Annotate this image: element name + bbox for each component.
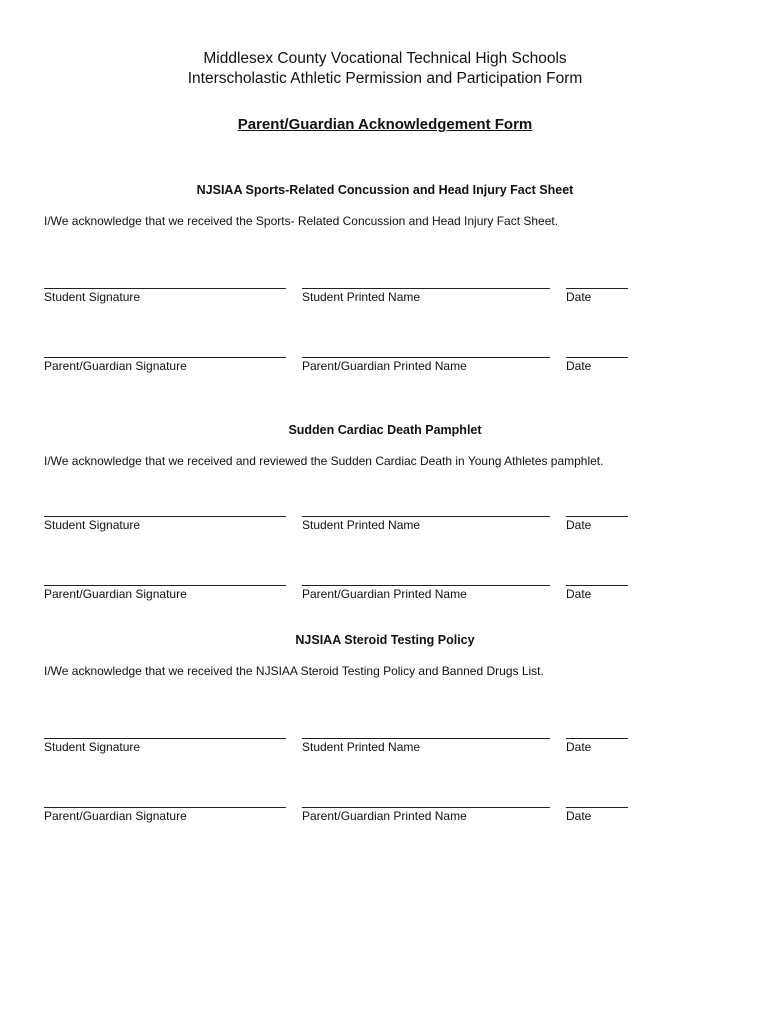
parent-printed-name-label: Parent/Guardian Printed Name <box>302 587 467 601</box>
parent-printed-name-label: Parent/Guardian Printed Name <box>302 359 467 373</box>
student-printed-name-line[interactable] <box>302 738 550 739</box>
student-printed-name-line[interactable] <box>302 288 550 289</box>
parent-date-line[interactable] <box>566 807 628 808</box>
student-date-line[interactable] <box>566 738 628 739</box>
student-signature-line[interactable] <box>44 738 286 739</box>
section-heading: NJSIAA Steroid Testing Policy <box>295 633 475 647</box>
parent-signature-line[interactable] <box>44 585 286 586</box>
school-name: Middlesex County Vocational Technical High Schools <box>203 50 567 67</box>
student-printed-name-label: Student Printed Name <box>302 740 421 754</box>
parent-printed-name-label: Parent/Guardian Printed Name <box>302 809 467 823</box>
acknowledgement-text: I/We acknowledge that we received the NJSIAA Steroid Testing Policy and Banned Drugs List. <box>44 664 544 678</box>
acknowledgement-text: I/We acknowledge that we received and reviewed the Sudden Cardiac Death in Young Athletes pamphlet. <box>44 454 604 468</box>
student-signature-label: Student Signature <box>44 518 141 532</box>
parent-date-line[interactable] <box>566 357 628 358</box>
parent-signature-label: Parent/Guardian Signature <box>44 809 187 823</box>
section-heading: Sudden Cardiac Death Pamphlet <box>288 423 482 437</box>
parent-printed-name-line[interactable] <box>302 585 550 586</box>
parent-signature-label: Parent/Guardian Signature <box>44 359 187 373</box>
parent-printed-name-line[interactable] <box>302 357 550 358</box>
section-heading: NJSIAA Sports-Related Concussion and Head Injury Fact Sheet <box>196 183 574 197</box>
parent-signature-line[interactable] <box>44 357 286 358</box>
parent-signature-label: Parent/Guardian Signature <box>44 587 187 601</box>
student-date-line[interactable] <box>566 516 628 517</box>
student-signature-line[interactable] <box>44 288 286 289</box>
form-subtitle: Interscholastic Athletic Permission and Participation Form <box>187 70 583 87</box>
student-printed-name-label: Student Printed Name <box>302 518 421 532</box>
student-printed-name-label: Student Printed Name <box>302 290 421 304</box>
parent-date-label: Date <box>566 587 592 601</box>
student-date-line[interactable] <box>566 288 628 289</box>
student-date-label: Date <box>566 290 592 304</box>
student-date-label: Date <box>566 518 592 532</box>
parent-printed-name-line[interactable] <box>302 807 550 808</box>
form-title: Parent/Guardian Acknowledgement Form <box>237 116 533 133</box>
parent-date-line[interactable] <box>566 585 628 586</box>
parent-date-label: Date <box>566 809 592 823</box>
parent-date-label: Date <box>566 359 592 373</box>
student-date-label: Date <box>566 740 592 754</box>
student-signature-label: Student Signature <box>44 290 141 304</box>
student-signature-label: Student Signature <box>44 740 141 754</box>
acknowledgement-text: I/We acknowledge that we received the Sports- Related Concussion and Head Injury Fact Sheet. <box>44 214 559 228</box>
student-signature-line[interactable] <box>44 516 286 517</box>
parent-signature-line[interactable] <box>44 807 286 808</box>
student-printed-name-line[interactable] <box>302 516 550 517</box>
